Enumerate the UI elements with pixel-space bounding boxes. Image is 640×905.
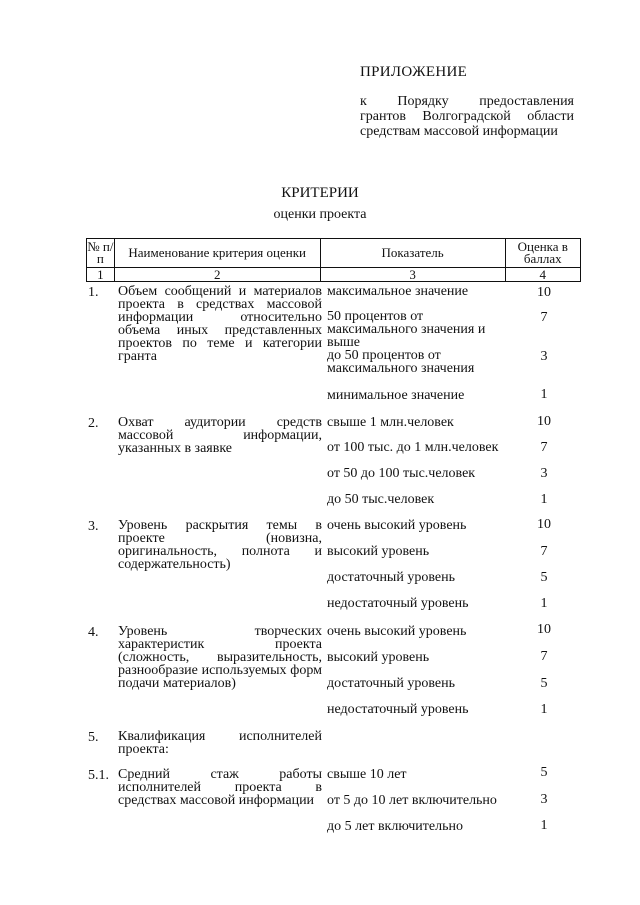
score: 7 (540, 649, 548, 664)
indicator: недостаточный уровень (327, 596, 469, 611)
document-title: КРИТЕРИИ (281, 185, 359, 201)
criterion-number: 3. (88, 519, 99, 534)
criterion-number: 4. (88, 625, 99, 640)
score: 10 (537, 622, 551, 637)
score: 1 (540, 596, 548, 611)
header-criterion: Наименование критерия оценки (114, 239, 320, 268)
score: 3 (540, 349, 548, 364)
score: 10 (537, 517, 551, 532)
appendix-line-3: средствам массовой информации (360, 124, 558, 139)
indicator: достаточный уровень (327, 570, 455, 585)
score: 5 (540, 570, 548, 585)
score: 1 (540, 818, 548, 833)
header-score: Оценка в баллах (505, 239, 580, 268)
criterion-name: Объем сообщений и материалов проекта в средствах массовой информации относительно объема иных представленных проектов по теме и категории гранта (118, 284, 322, 364)
criterion-name: Охват аудитории средств массовой информации, указанных в заявке (118, 415, 322, 456)
score: 1 (540, 387, 548, 402)
header-col-number-3: 3 (320, 268, 505, 282)
criterion-number: 5.1. (88, 768, 109, 783)
indicator: свыше 1 млн.человек (327, 415, 454, 430)
indicator: 50 процентов от максимального значения и выше (327, 309, 486, 350)
indicator: от 100 тыс. до 1 млн.человек (327, 440, 499, 455)
header-col-number-1: 1 (87, 268, 115, 282)
criterion-number: 1. (88, 285, 99, 300)
header-indicator: Показатель (320, 239, 505, 268)
criterion-name: Уровень творческих характеристик проекта (сложность, выразительность, разнообразие используемых форм подачи материалов) (118, 624, 322, 691)
indicator: недостаточный уровень (327, 702, 469, 717)
indicator: максимальное значение (327, 284, 469, 299)
indicator: от 50 до 100 тыс.человек (327, 466, 476, 481)
indicator: минимальное значение (327, 388, 465, 403)
score: 10 (537, 285, 551, 300)
indicator: достаточный уровень (327, 676, 455, 691)
appendix-title: ПРИЛОЖЕНИЕ (360, 64, 468, 80)
criterion-name: Средний стаж работы исполнителей проекта в средствах массовой информации (118, 767, 322, 808)
score: 5 (540, 765, 548, 780)
score: 7 (540, 310, 548, 325)
criterion-name: Квалификация исполнителей проекта: (118, 729, 322, 757)
score: 3 (540, 792, 548, 807)
score: 3 (540, 466, 548, 481)
indicator: до 50 процентов от максимального значения (327, 348, 475, 376)
score: 7 (540, 544, 548, 559)
score: 1 (540, 702, 548, 717)
indicator: от 5 до 10 лет включительно (327, 793, 497, 808)
score: 7 (540, 440, 548, 455)
indicator: высокий уровень (327, 544, 430, 559)
criterion-number: 5. (88, 730, 99, 745)
indicator: очень высокий уровень (327, 518, 467, 533)
appendix-line-1: к Порядку предоставления (360, 94, 574, 109)
document-subtitle: оценки проекта (273, 207, 367, 222)
indicator: свыше 10 лет (327, 767, 407, 782)
score: 10 (537, 414, 551, 429)
score: 5 (540, 676, 548, 691)
header-col-number-4: 4 (505, 268, 580, 282)
appendix-line-2: грантов Волгоградской области (360, 109, 574, 124)
indicator: до 5 лет включительно (327, 819, 463, 834)
indicator: очень высокий уровень (327, 624, 467, 639)
criterion-number: 2. (88, 416, 99, 431)
criterion-name: Уровень раскрытия темы в проекте (новизна, оригинальность, полнота и содержательность) (118, 518, 322, 572)
indicator: высокий уровень (327, 650, 430, 665)
header-num: № п/п (87, 239, 114, 266)
indicator: до 50 тыс.человек (327, 492, 435, 507)
criteria-table-header (86, 238, 581, 282)
score: 1 (540, 492, 548, 507)
header-col-number-2: 2 (114, 268, 320, 282)
